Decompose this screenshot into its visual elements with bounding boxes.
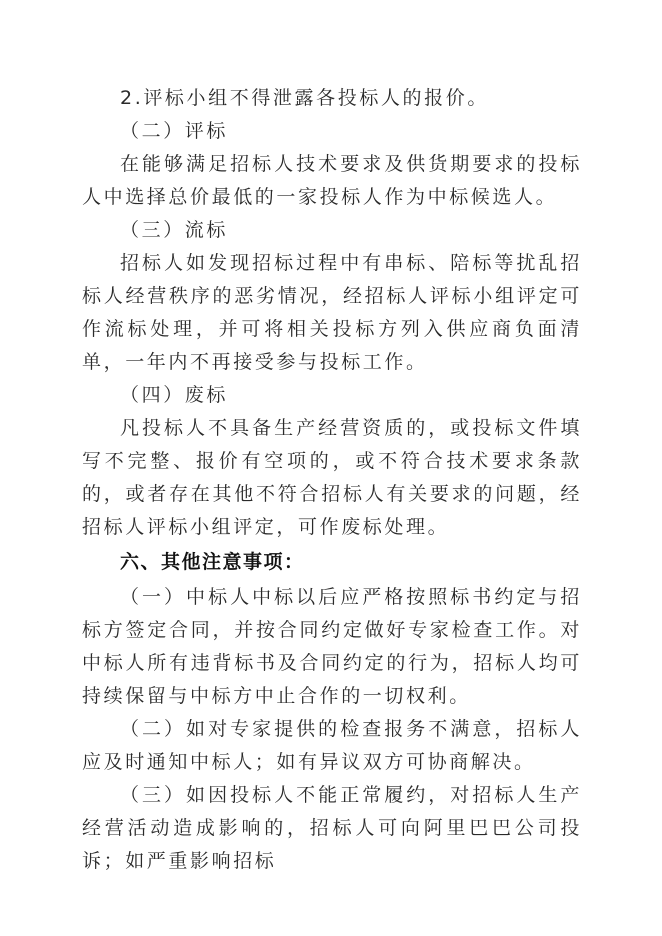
paragraph-evaluation: 在能够满足招标人技术要求及供货期要求的投标人中选择总价最低的一家投标人作为中标候选人。 xyxy=(82,153,582,208)
paragraph-note-3: （三）如因投标人不能正常履约，对招标人生产经营活动造成影响的，招标人可向阿里巴巴公司投诉；如严重影响招标 xyxy=(82,784,582,872)
paragraph-failed-bid: 招标人如发现招标过程中有串标、陪标等扰乱招标人经营秩序的恶劣情况，经招标人评标小组评定可作流标处理，并可将相关投标方列入供应商负面清单，一年内不再接受参与投标工作。 xyxy=(82,252,582,373)
paragraph-price-confidentiality: 2.评标小组不得泄露各投标人的报价。 xyxy=(120,87,489,109)
subheading-failed-bid: （三）流标 xyxy=(120,219,229,241)
paragraph-note-2: （二）如对专家提供的检查报务不满意，招标人应及时通知中标人；如有异议双方可协商解决。 xyxy=(82,718,582,773)
paragraph-invalid-bid: 凡投标人不具备生产经营资质的，或投标文件填写不完整、报价有空项的，或不符合技术要求条款的，或者存在其他不符合招标人有关要求的问题，经招标人评标小组评定，可作废标处理。 xyxy=(82,417,582,538)
section-heading-other-notes: 六、其他注意事项： xyxy=(120,551,305,573)
subheading-invalid-bid: （四）废标 xyxy=(120,384,229,406)
paragraph-note-1: （一）中标人中标以后应严格按照标书约定与招标方签定合同，并按合同约定做好专家检查工作。对中标人所有违背标书及合同约定的行为，招标人均可持续保留与中标方中止合作的一切权利。 xyxy=(82,586,582,707)
document-page xyxy=(82,82,582,878)
subheading-evaluation: （二）评标 xyxy=(120,120,229,142)
